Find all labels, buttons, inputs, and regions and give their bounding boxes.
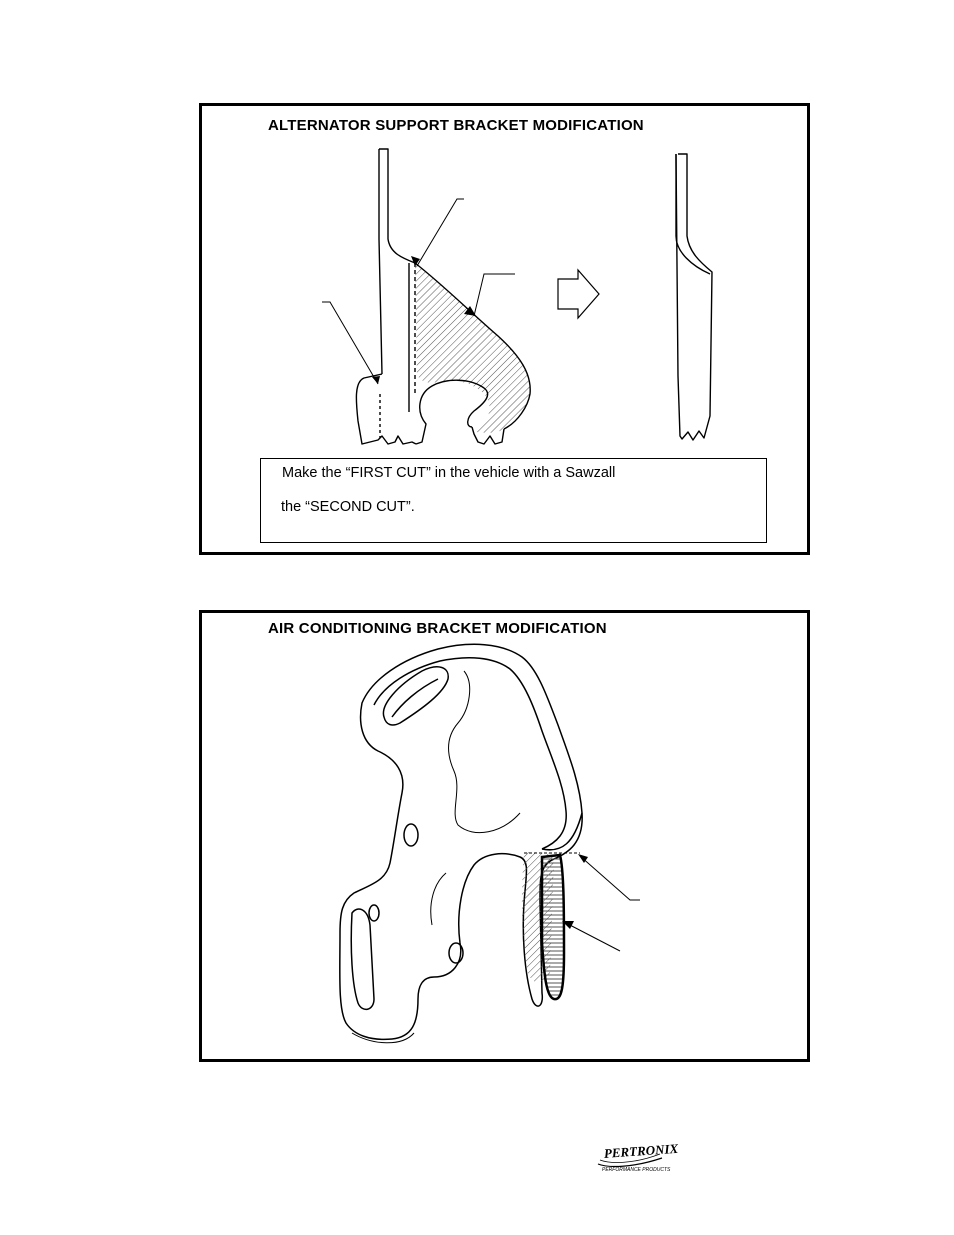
mounting-hole-upper	[404, 824, 418, 846]
mounting-hole-left	[369, 905, 379, 921]
ac-panel-title: AIR CONDITIONING BRACKET MODIFICATION	[268, 620, 607, 637]
left-slot	[351, 909, 374, 1009]
svg-text:PERTRONIX: PERTRONIX	[603, 1140, 679, 1161]
removal-area-hatch	[415, 263, 530, 433]
pertronix-logo	[592, 1140, 679, 1174]
instruction-line-2: the “SECOND CUT”.	[281, 499, 415, 515]
direction-arrow-icon	[558, 270, 599, 318]
svg-text:PERFORMANCE PRODUCTS: PERFORMANCE PRODUCTS	[602, 1167, 671, 1173]
instruction-line-1: Make the “FIRST CUT” in the vehicle with a Sawzall	[282, 465, 616, 481]
bracket-original-drawing	[356, 149, 530, 444]
alternator-panel-title: ALTERNATOR SUPPORT BRACKET MODIFICATION	[268, 117, 644, 134]
ac-callout-leaders	[566, 856, 640, 951]
ac-cut-strip-hatch	[542, 855, 564, 999]
instruction-note-box	[260, 458, 767, 543]
bracket-modified-drawing	[676, 154, 712, 440]
ac-bracket-diagram	[202, 613, 807, 1059]
alternator-bracket-panel	[199, 103, 810, 555]
ac-bracket-panel	[199, 610, 810, 1062]
